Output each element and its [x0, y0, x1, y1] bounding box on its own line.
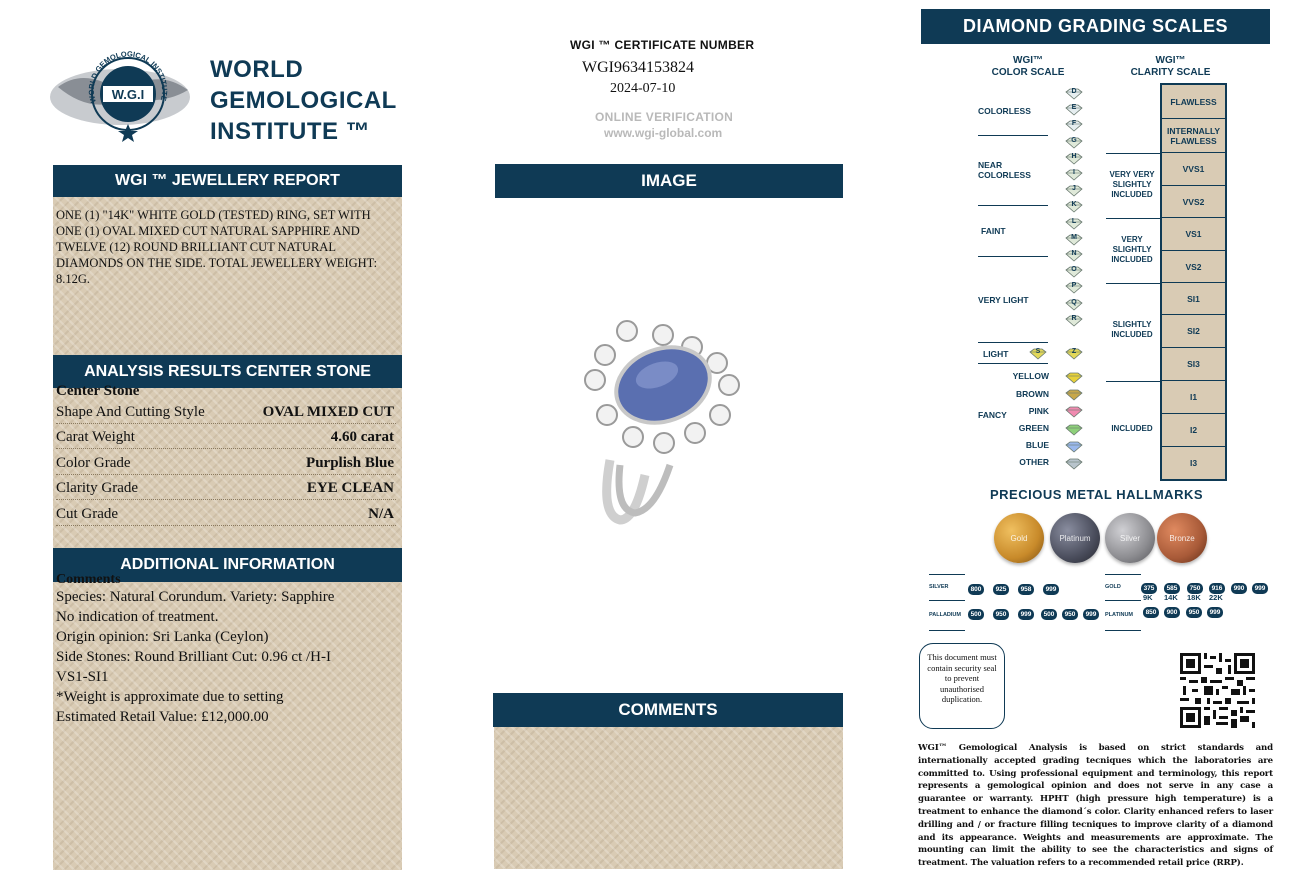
clarity-group-divider [1106, 218, 1160, 219]
wgi-logo [48, 42, 408, 147]
hallmark-badge: 950 [1186, 607, 1202, 618]
analysis-row-value: 4.60 carat [330, 429, 394, 445]
hallmark-badge: 999 [1083, 609, 1099, 620]
certificate-date: 2024-07-10 [610, 81, 676, 96]
hallmark-badge: 999 [1252, 583, 1268, 594]
clarity-grade: INTERNALLY FLAWLESS [1160, 119, 1227, 153]
clarity-grade: SI1 [1160, 283, 1227, 315]
color-scale-title: WGI™ COLOR SCALE [991, 55, 1065, 78]
color-category: LIGHT [983, 349, 1009, 359]
karat-label: 9K [1143, 593, 1153, 602]
analysis-row-value: OVAL MIXED CUT [262, 404, 394, 420]
color-grade-letter: N [1071, 250, 1077, 257]
image-header: IMAGE [495, 164, 843, 198]
fancy-color-label: BROWN [1015, 389, 1049, 399]
grading-scales-header: DIAMOND GRADING SCALES [921, 9, 1270, 44]
hallmark-divider [929, 630, 965, 631]
additional-information-panel [53, 572, 402, 870]
fancy-color-label: GREEN [1018, 423, 1049, 433]
gold-medal-icon: Gold [994, 513, 1044, 563]
analysis-row [56, 450, 396, 475]
hallmark-badge: 958 [1018, 584, 1034, 595]
clarity-grade: SI3 [1160, 348, 1227, 381]
clarity-group-divider [1106, 153, 1160, 154]
gold-hallmark-label: GOLD [1105, 584, 1121, 590]
clarity-group-divider [1106, 283, 1160, 284]
certificate-number-title: WGI ™ CERTIFICATE NUMBER [570, 38, 755, 52]
clarity-grade: VS1 [1160, 218, 1227, 251]
silver-hallmark-label: SILVER [929, 584, 949, 590]
globe-logo-icon [48, 42, 198, 147]
silver-medal-icon: Silver [1105, 513, 1155, 563]
karat-label: 22K [1209, 593, 1223, 602]
color-grade-letter: F [1071, 120, 1077, 128]
additional-line: VS1-SI1 [56, 669, 109, 685]
institute-name-line-2: GEMOLOGICAL [210, 87, 397, 114]
hallmark-badge: 999 [1207, 607, 1223, 618]
additional-line: Estimated Retail Value: £12,000.00 [56, 709, 269, 725]
fancy-gem-icon [1064, 371, 1084, 383]
color-category: NEAR COLORLESS [978, 160, 1031, 180]
color-grade-letter: I [1073, 169, 1075, 176]
hallmark-badge: 916 [1209, 583, 1225, 594]
hallmark-divider [929, 600, 965, 601]
hallmark-divider [929, 574, 965, 575]
jewellery-description: ONE (1) "14K" WHITE GOLD (TESTED) RING, SET WITH ONE (1) OVAL MIXED CUT NATURAL SAPPHIRE AND TWELVE (12) ROUND BRILLIANT CUT NATURAL DIAMONDS ON THE SIDE. TOTAL JEWELLERY WEIGHT: 8.12G. [56, 208, 378, 286]
analysis-results-header: ANALYSIS RESULTS CENTER STONE [53, 355, 402, 388]
fancy-gem-icon [1064, 457, 1084, 469]
clarity-group-label: VERY SLIGHTLY INCLUDED [1111, 235, 1153, 264]
qr-code-icon[interactable] [1180, 653, 1255, 728]
category-divider [978, 135, 1048, 136]
certificate-number: WGI9634153824 [582, 59, 694, 76]
category-divider [978, 256, 1048, 257]
analysis-row-value: EYE CLEAN [306, 480, 394, 496]
verification-url[interactable]: www.wgi-global.com [604, 126, 723, 140]
hallmark-badge: 375 [1141, 583, 1157, 594]
karat-label: 14K [1164, 593, 1178, 602]
analysis-results-panel [53, 383, 402, 548]
color-grade-letter: O [1071, 266, 1077, 274]
clarity-group-label: VERY VERY SLIGHTLY INCLUDED [1109, 170, 1155, 199]
color-grade-letter: J [1072, 185, 1076, 193]
additional-line: Origin opinion: Sri Lanka (Ceylon) [56, 629, 269, 645]
clarity-grade: VVS2 [1160, 186, 1227, 218]
palladium-hallmark-label: PALLADIUM [929, 612, 961, 618]
clarity-scale-title: WGI™ CLARITY SCALE [1130, 55, 1211, 78]
platinum-medal-icon: Platinum [1050, 513, 1100, 563]
fancy-color-label: OTHER [1019, 457, 1049, 467]
color-grade-letter: E [1071, 104, 1077, 112]
hallmark-badge: 925 [993, 584, 1009, 595]
color-grade-letter: P [1071, 282, 1077, 290]
disclaimer-text: WGI™ Gemological Analysis is based on strict standards and internationally accepted grading tecniques which the laboratories are committed to. Using professional equipment and terminology, this report represents a gemological opinion and does not serve in any case a guarantee or warranty. HPHT (high pressure high temperature) is a treatment to enhance the diamond´s color. Clarity enhanced refers to laser drilling and / or fracture filling tecniques to improve clarity of a diamond and its appearance. Weights and measurements are approximate. The mounting can limit the ability to see the characteristics and signs of treatment. The valuation refers to a recommended retail price (RRP). [918, 743, 1273, 869]
analysis-row-label: Cut Grade [56, 506, 119, 522]
analysis-row-value: N/A [368, 506, 394, 522]
color-grade-letter: D [1071, 88, 1077, 95]
additional-line: Side Stones: Round Brilliant Cut: 0.96 ct /H-I [56, 649, 331, 665]
category-divider [978, 363, 1048, 364]
hallmark-badge: 990 [1231, 583, 1247, 594]
online-verification-title: ONLINE VERIFICATION [595, 110, 734, 124]
security-seal-note: This document must contain security seal to prevent unauthorised duplication. [919, 643, 1005, 729]
clarity-group-label: INCLUDED [1111, 424, 1153, 433]
fancy-gem-icon [1064, 405, 1084, 417]
color-category: FAINT [981, 226, 1006, 236]
hallmark-badge: 999 [1043, 584, 1059, 595]
color-grade-letter: Q [1071, 298, 1077, 306]
hallmark-badge: 850 [1143, 607, 1159, 618]
hallmark-badge: 950 [1062, 609, 1078, 620]
additional-line: *Weight is approximate due to setting [56, 689, 284, 705]
hallmark-badge: 585 [1164, 583, 1180, 594]
svg-text:WORLD GEMOLOGICAL INSTITUTE: WORLD GEMOLOGICAL INSTITUTE [86, 49, 170, 104]
clarity-grade: VVS1 [1160, 153, 1227, 186]
color-grade-letter: G [1071, 136, 1077, 144]
clarity-grade: FLAWLESS [1160, 85, 1227, 119]
clarity-grade: I1 [1160, 381, 1227, 414]
color-grade-letter: M [1071, 233, 1077, 241]
hallmark-badge: 500 [968, 609, 984, 620]
fancy-gem-icon [1064, 423, 1084, 435]
category-divider [978, 342, 1048, 343]
analysis-row [56, 424, 396, 449]
precious-metal-hallmarks-title: PRECIOUS METAL HALLMARKS [990, 487, 1204, 502]
institute-name-line-1: WORLD [210, 56, 304, 83]
center-stone-label: Center Stone [56, 383, 140, 399]
ring-photo [575, 315, 755, 530]
analysis-row-label: Carat Weight [56, 429, 135, 445]
hallmark-badge: 800 [968, 584, 984, 595]
comments-header: COMMENTS [493, 693, 843, 727]
hallmark-badge: 999 [1018, 609, 1034, 620]
hallmark-badge: 950 [993, 609, 1009, 620]
clarity-grade: I2 [1160, 414, 1227, 447]
additional-information-header: ADDITIONAL INFORMATION [53, 548, 402, 582]
fancy-color-label: YELLOW [1012, 371, 1049, 381]
analysis-row-label: Clarity Grade [56, 480, 139, 496]
analysis-row-label: Shape And Cutting Style [56, 404, 205, 420]
fancy-color-label: PINK [1028, 406, 1049, 416]
jewellery-description-panel [53, 197, 402, 355]
comments-panel [494, 727, 843, 869]
analysis-row [56, 501, 396, 526]
color-category: COLORLESS [978, 106, 1031, 116]
clarity-grade: I3 [1189, 458, 1198, 468]
hallmark-divider [1105, 574, 1141, 575]
fancy-gem-icon [1064, 440, 1084, 452]
color-category: VERY LIGHT [978, 295, 1029, 305]
color-grade-letter: R [1071, 314, 1077, 322]
platinum-hallmark-label: PLATINUM [1105, 612, 1134, 618]
color-grade-letter: Z [1071, 348, 1077, 355]
clarity-grade: VS2 [1160, 251, 1227, 283]
analysis-row-value: Purplish Blue [306, 455, 394, 471]
clarity-group-divider [1106, 381, 1160, 382]
hallmark-badge: 900 [1164, 607, 1180, 618]
additional-line: No indication of treatment. [56, 609, 219, 625]
color-grade-letter: L [1071, 217, 1077, 225]
institute-name-line-3: INSTITUTE ™ [210, 118, 371, 145]
analysis-row [56, 399, 396, 424]
hallmark-badge: 500 [1041, 609, 1057, 620]
color-category: FANCY [978, 410, 1007, 420]
category-divider [978, 205, 1048, 206]
color-grade-letter: S [1035, 348, 1041, 355]
karat-label: 18K [1187, 593, 1201, 602]
clarity-grade: SI2 [1160, 315, 1227, 348]
additional-line: Species: Natural Corundum. Variety: Sapphire [56, 589, 335, 605]
bronze-medal-icon: Bronze [1157, 513, 1207, 563]
svg-text:W.G.I: W.G.I [111, 87, 145, 102]
hallmark-divider [1105, 630, 1141, 631]
clarity-group-label: SLIGHTLY INCLUDED [1111, 320, 1153, 339]
fancy-gem-icon [1064, 388, 1084, 400]
jewellery-report-header: WGI ™ JEWELLERY REPORT [53, 165, 402, 197]
analysis-row-label: Color Grade [56, 455, 131, 471]
hallmark-divider [1105, 600, 1141, 601]
fancy-color-label: BLUE [1025, 440, 1049, 450]
comments-label: Comments [56, 572, 121, 587]
analysis-row [56, 475, 396, 500]
hallmark-badge: 750 [1187, 583, 1203, 594]
color-grade-letter: H [1071, 152, 1077, 160]
color-grade-letter: K [1071, 201, 1077, 209]
